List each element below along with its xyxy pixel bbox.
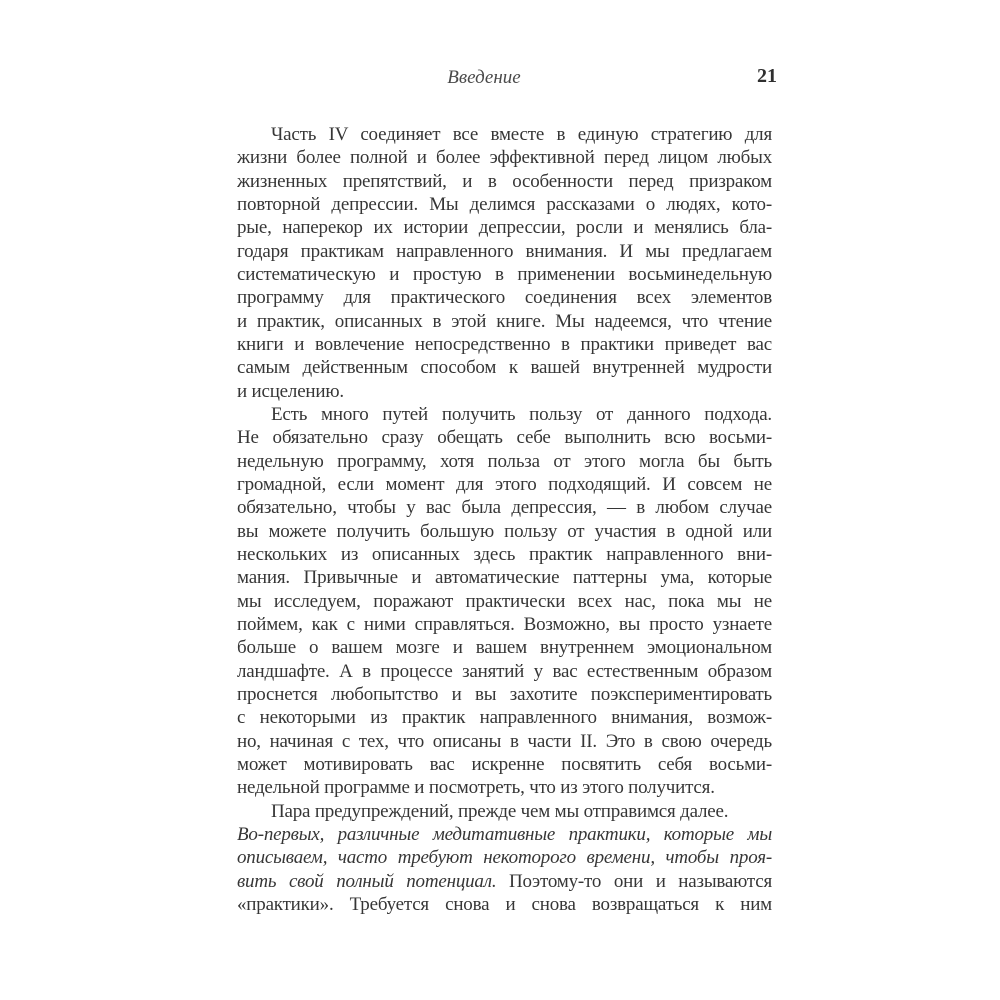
italic-text-segment: вить свой полный потенциал. [237, 870, 497, 892]
text-segment: повторной депрессии. Мы делимся рассказами о людях, кото- [237, 193, 772, 215]
text-segment: Пара предупреждений, прежде чем мы отправимся далее. [271, 800, 729, 822]
text-segment: Есть много путей получить пользу от данного подхода. [271, 403, 772, 425]
text-line [237, 333, 772, 356]
text-segment: и практик, описанных в этой книге. Мы надеемся, что чтение [237, 310, 772, 332]
text-line [237, 660, 772, 683]
text-line [237, 893, 772, 916]
text-line [237, 730, 772, 753]
text-line [237, 846, 772, 869]
text-line [237, 753, 772, 776]
text-segment: с некоторыми из практик направленного внимания, возмож- [237, 707, 772, 729]
text-segment: жизненных препятствий, и в особенности перед призраком [237, 170, 772, 192]
text-segment: Часть IV соединяет все вместе в единую стратегию для [271, 124, 772, 145]
running-head-chapter-title: Введение [447, 67, 521, 88]
text-segment: вы можете получить большую пользу от участия в одной или [237, 520, 772, 542]
text-line [237, 426, 772, 449]
text-line [237, 473, 772, 496]
text-segment: систематическую и простую в применении восьминедельную [237, 263, 772, 285]
italic-text-segment: Во-первых, различные медитативные практики, которые мы [237, 823, 772, 845]
text-line [237, 520, 772, 543]
text-segment: Не обязательно сразу обещать себе выполнить всю восьми- [237, 427, 772, 449]
text-segment: годаря практикам направленного внимания. И мы предлагаем [237, 240, 772, 262]
text-line [237, 380, 772, 403]
text-segment: рые, наперекор их истории депрессии, росли и менялись бла- [237, 217, 772, 239]
italic-text-segment: описываем, часто требуют некоторого времени, чтобы проя- [237, 847, 772, 869]
text-segment: может мотивировать вас искренне посвятить себя восьми- [237, 753, 772, 775]
text-line [237, 566, 772, 589]
text-segment: самым действенным способом к вашей внутренней мудрости [237, 357, 772, 379]
text-segment: но, начиная с тех, что описаны в части II. Это в свою очередь [237, 730, 772, 752]
text-line [237, 216, 772, 239]
page-number: 21 [757, 65, 777, 87]
text-line [237, 683, 772, 706]
text-line [237, 636, 772, 659]
text-line [237, 286, 772, 309]
text-segment: программу для практического соединения всех элементов [237, 287, 772, 309]
text-line [237, 403, 772, 426]
text-segment: обязательно, чтобы у вас была депрессия, — в любом случае [237, 497, 772, 519]
text-segment: книги и вовлечение непосредственно в практики приведет вас [237, 333, 772, 355]
text-line [237, 800, 772, 823]
text-line [237, 870, 772, 893]
text-segment: «практики». Требуется снова и снова возвращаться к ним [237, 893, 772, 915]
text-line [237, 613, 772, 636]
text-line [237, 170, 772, 193]
text-line [237, 450, 772, 473]
text-line [237, 706, 772, 729]
text-segment: недельную программу, хотя польза от этого могла бы быть [237, 450, 772, 472]
text-line [237, 146, 772, 169]
text-line [237, 823, 772, 846]
text-line [237, 543, 772, 566]
text-segment: громадной, если момент для этого подходящий. И совсем не [237, 473, 772, 495]
text-line [237, 193, 772, 216]
text-segment: мы исследуем, поражают практически всех нас, пока мы не [237, 590, 772, 612]
text-segment: ландшафте. А в процессе занятий у вас естественным образом [237, 660, 772, 682]
text-line [237, 496, 772, 519]
text-segment: и исцелению. [237, 380, 344, 402]
text-line [237, 240, 772, 263]
text-segment: поймем, как с ними справляться. Возможно, вы просто узнаете [237, 613, 772, 635]
body-text-column [237, 123, 772, 916]
text-segment: жизни более полной и более эффективной перед лицом любых [237, 147, 772, 169]
text-segment: проснется любопытство и вы захотите поэкспериментировать [237, 683, 772, 705]
text-segment: мания. Привычные и автоматические паттерны ума, которые [237, 567, 772, 589]
text-line [237, 263, 772, 286]
text-line [237, 590, 772, 613]
text-line [237, 776, 772, 799]
text-segment: нескольких из описанных здесь практик направленного вни- [237, 543, 772, 565]
text-line [237, 310, 772, 333]
text-segment: больше о вашем мозге и вашем внутреннем эмоциональном [237, 637, 772, 659]
text-line [237, 123, 772, 146]
text-line [237, 356, 772, 379]
text-segment: Поэтому-то они и называются [496, 870, 772, 892]
text-segment: недельной программе и посмотреть, что из этого получится. [237, 777, 715, 799]
